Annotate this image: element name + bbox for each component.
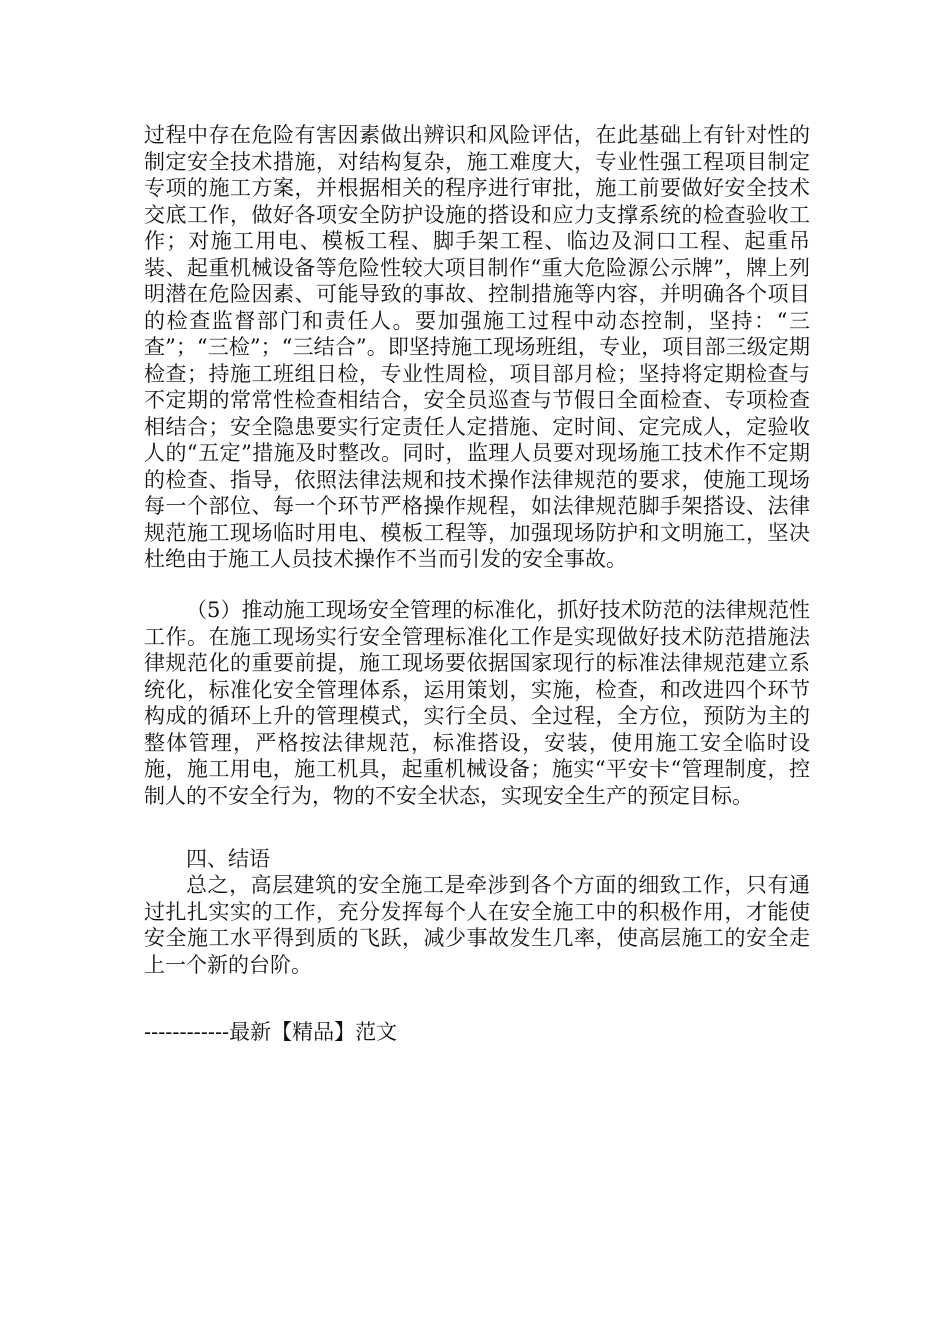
- body-paragraph-safety-inspection: 过程中存在危险有害因素做出辨识和风险评估，在此基础上有针对性的制定安全技术措施，对结构复杂，施工难度大，专业性强工程项目制定专项的施工方案，并根据相关的程序进行审批，施工前要做好安全技术交底工作，做好各项安全防护设施的搭设和应力支撑系统的检查验收工作；对施工用电、模板工程、脚手架工程、临边及洞口工程、起重吊装、起重机械设备等危险性较大项目制作“重大危险源公示牌”，牌上列明潜在危险因素、可能导致的事故、控制措施等内容，并明确各个项目的检查监督部门和责任人。要加强施工过程中动态控制，坚持：“三查”；“三检”；“三结合”。即坚持施工现场班组，专业，项目部三级定期检查；持施工班组日检，专业性周检，项目部月检；坚持将定期检查与不定期的常常性检查相结合，安全员巡查与节假日全面检查、专项检查相结合；安全隐患要实行定责任人定措施、定时间、定完成人，定验收人的“五定”措施及时整改。同时，监理人员要对现场施工技术作不定期的检查、指导，依照法律法规和技术操作法律规范的要求，使施工现场每一个部位、每一个环节严格操作规程，如法律规范脚手架搭设、法律规范施工现场临时用电、模板工程等，加强现场防护和文明施工，坚决杜绝由于施工人员技术操作不当而引发的安全事故。: [144, 123, 810, 571]
- section-heading-conclusion: 四、结语: [186, 847, 270, 871]
- footer-text: ------------最新【精品】范文: [144, 1020, 398, 1044]
- body-paragraph-conclusion: 总之，高层建筑的安全施工是牵涉到各个方面的细致工作，只有通过扎扎实实的工作，充分发挥每个人在安全施工中的积极作用，才能使安全施工水平得到质的飞跃，减少事故发生几率，使高层施工的安全走上一个新的台阶。: [144, 873, 810, 977]
- body-paragraph-standardization: （5）推动施工现场安全管理的标准化，抓好技术防范的法律规范性工作。在施工现场实行安全管理标准化工作是实现做好技术防范措施法律规范化的重要前提，施工现场要依据国家现行的标准法律规范建立系统化，标准化安全管理体系，运用策划，实施，检查，和改进四个环节构成的循环上升的管理模式，实行全员、全过程，全方位，预防为主的整体管理，严格按法律规范，标准搭设，安装，使用施工安全临时设施，施工用电，施工机具，起重机械设备；施实“平安卡“管理制度，控制人的不安全行为，物的不安全状态，实现安全生产的预定目标。: [144, 598, 810, 808]
